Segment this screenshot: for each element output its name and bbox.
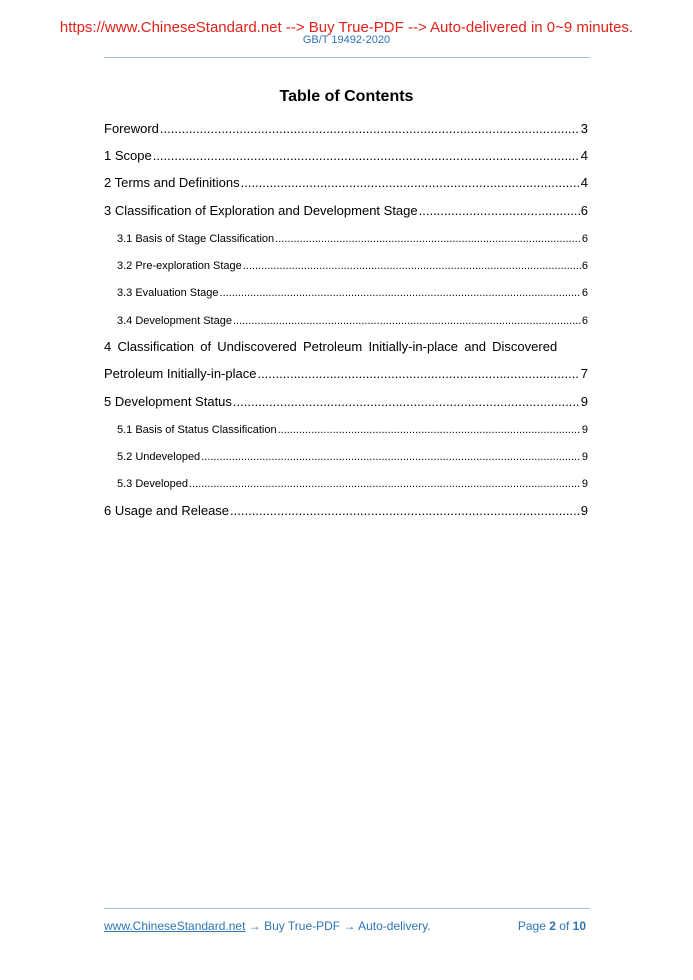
toc-entry-label: 5.2 Undeveloped (117, 451, 201, 463)
toc-entry-3-3[interactable] (104, 285, 588, 301)
toc-entry-page: 6 (581, 287, 588, 299)
toc-entry-section-6[interactable] (104, 503, 588, 519)
toc-entry-page: 7 (580, 366, 588, 381)
current-page-number: 2 (549, 919, 556, 933)
toc-entry-label: 1 Scope (104, 148, 152, 163)
toc-entry-label: 3.4 Development Stage (117, 315, 232, 327)
toc-entry-3-1[interactable] (104, 231, 588, 247)
toc-entry-3-4[interactable] (104, 313, 588, 329)
toc-entry-section-4-line2[interactable] (104, 366, 588, 382)
toc-entry-page: 3 (580, 121, 588, 136)
footer-tagline: → Buy True-PDF → Auto-delivery. (245, 919, 431, 933)
toc-leader-dots (257, 366, 579, 382)
toc-leader-dots (160, 121, 580, 137)
toc-leader-dots (233, 313, 581, 329)
toc-entry-label: Foreword (104, 121, 159, 136)
toc-leader-dots (241, 175, 580, 191)
toc-entry-label: 5.1 Basis of Status Classification (117, 424, 277, 436)
footer-divider (104, 908, 590, 909)
toc-title: Table of Contents (279, 88, 414, 105)
toc-entry-label: 4 Classification of Undiscovered Petroleum Initially-in-place and Discovered (104, 339, 558, 354)
toc-entry-page: 9 (580, 394, 588, 409)
footer-left (104, 918, 431, 934)
toc-entry-label: Petroleum Initially-in-place (104, 366, 257, 381)
toc-leader-dots (275, 231, 581, 247)
toc-entry-section-5[interactable] (104, 394, 588, 410)
toc-entry-label: 6 Usage and Release (104, 503, 230, 518)
toc-leader-dots (243, 258, 581, 274)
toc-entry-terms[interactable] (104, 175, 588, 191)
toc-leader-dots (233, 394, 580, 410)
page-indicator (518, 918, 586, 934)
toc-entry-page: 9 (581, 451, 588, 463)
toc-entry-label: 2 Terms and Definitions (104, 175, 240, 190)
toc-leader-dots (189, 476, 581, 492)
toc-entry-5-3[interactable] (104, 476, 588, 492)
toc-entry-page: 4 (580, 148, 588, 163)
toc-entry-section-3[interactable] (104, 203, 588, 219)
toc-entry-page: 4 (580, 175, 588, 190)
toc-entry-label: 3.1 Basis of Stage Classification (117, 233, 275, 245)
document-code: GB/T 19492-2020 (302, 34, 391, 46)
toc-entry-5-1[interactable] (104, 422, 588, 438)
toc-leader-dots (220, 285, 581, 301)
page-footer (104, 918, 586, 934)
toc-leader-dots (278, 422, 581, 438)
toc-entry-5-2[interactable] (104, 449, 588, 465)
of-word: of (559, 919, 570, 933)
toc-entry-label: 3.3 Evaluation Stage (117, 287, 219, 299)
toc-entry-3-2[interactable] (104, 258, 588, 274)
toc-entry-page: 6 (581, 260, 588, 272)
toc-entry-label: 3.2 Pre-exploration Stage (117, 260, 242, 272)
toc-entry-foreword[interactable] (104, 121, 588, 137)
toc-entry-page: 6 (581, 233, 588, 245)
toc-entry-scope[interactable] (104, 148, 588, 164)
toc-entry-page: 9 (581, 478, 588, 490)
toc-leader-dots (153, 148, 580, 164)
top-banner[interactable]: https://www.ChineseStandard.net --> Buy True-PDF --> Auto-delivered in 0~9 minutes. (59, 19, 634, 36)
toc-entry-label: 5.3 Developed (117, 478, 188, 490)
toc-entry-label: 3 Classification of Exploration and Development Stage (104, 203, 418, 218)
toc-leader-dots (419, 203, 580, 219)
footer-link[interactable]: www.ChineseStandard.net (104, 919, 246, 933)
toc-leader-dots (230, 503, 580, 519)
toc-entry-page: 9 (581, 424, 588, 436)
toc-entry-section-4-line1[interactable] (104, 339, 588, 355)
total-pages-number: 10 (572, 919, 586, 933)
toc-entry-label: 5 Development Status (104, 394, 232, 409)
toc-entry-page: 6 (580, 203, 588, 218)
page-word: Page (517, 919, 546, 933)
toc-entry-page: 6 (581, 315, 588, 327)
toc-entry-page: 9 (580, 503, 588, 518)
toc-leader-dots (201, 449, 581, 465)
header-divider (104, 57, 590, 58)
